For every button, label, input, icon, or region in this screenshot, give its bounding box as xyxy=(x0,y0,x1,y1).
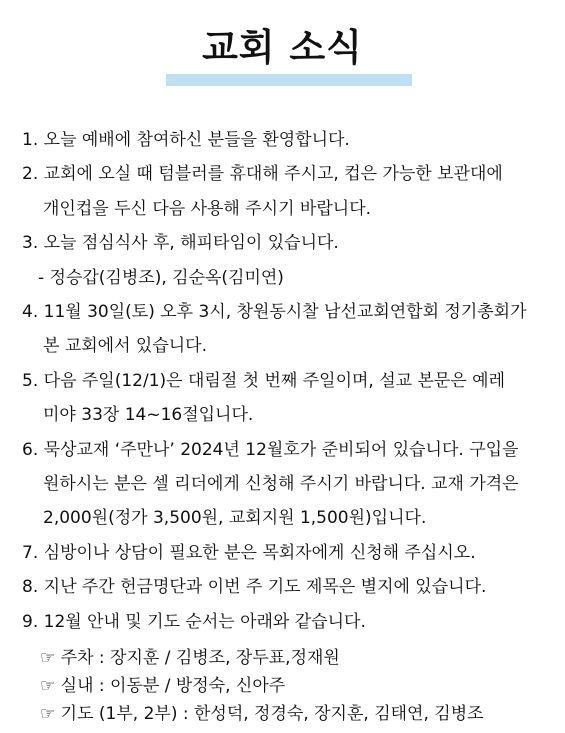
item-number: 4. xyxy=(22,302,39,322)
item-text: 오늘 점심식사 후, 해피타임이 있습니다. xyxy=(43,233,339,254)
item-text: 교회에 오실 때 텀블러를 휴대해 주시고, 컵은 가능한 보관대에 xyxy=(43,164,503,185)
item-number: 9. xyxy=(22,611,39,632)
news-item-8 xyxy=(22,569,486,605)
news-item-6-continuation-2 xyxy=(43,500,426,536)
item-number: 6. xyxy=(22,439,39,460)
news-item-5-continuation xyxy=(43,397,253,433)
item-text: 지난 주간 헌금명단과 이번 주 기도 제목은 별지에 있습니다. xyxy=(43,577,487,598)
item-text: 다음 주일(12/1)은 대림절 첫 번째 주일이며, 설교 본문은 예레 xyxy=(43,370,505,391)
schedule-prayer xyxy=(40,696,484,732)
item-text: 개인컵을 두신 다음 사용해 주시기 바랍니다. xyxy=(43,198,372,219)
pointing-hand-icon: ☞ xyxy=(40,648,56,668)
schedule-text: 주차 : 장지훈 / 김병조, 장두표,정재원 xyxy=(60,648,340,668)
item-number: 5. xyxy=(22,370,39,391)
item-number: 1. xyxy=(22,130,39,150)
item-text: 원하시는 분은 셀 리더에게 신청해 주시기 바랍니다. 교재 가격은 xyxy=(43,474,519,494)
news-item-9 xyxy=(22,604,366,640)
item-text: 묵상교재 ‘주만나’ 2024년 12월호가 준비되어 있습니다. 구입을 xyxy=(43,439,519,460)
item-text: 미야 33장 14~16절입니다. xyxy=(43,405,254,426)
news-item-2 xyxy=(22,156,503,192)
item-text: 오늘 예배에 참여하신 분들을 환영합니다. xyxy=(43,130,350,150)
news-item-6-continuation-1 xyxy=(43,466,519,502)
schedule-text: 기도 (1부, 2부) : 한성덕, 정경숙, 장지훈, 김태연, 김병조 xyxy=(60,704,484,724)
news-item-5 xyxy=(22,363,505,399)
news-item-4-continuation xyxy=(43,328,207,364)
item-number: 7. xyxy=(22,542,39,563)
item-text: 본 교회에서 있습니다. xyxy=(43,336,208,357)
news-item-3 xyxy=(22,225,339,261)
item-number: 8. xyxy=(22,577,39,598)
item-text: 심방이나 상담이 필요한 분은 목회자에게 신청해 주십시오. xyxy=(43,542,476,563)
news-item-2-continuation xyxy=(43,191,371,227)
schedule-text: 실내 : 이동분 / 방정숙, 신아주 xyxy=(60,676,286,696)
item-text: 2,000원(정가 3,500원, 교회지원 1,500원)입니다. xyxy=(43,508,427,529)
pointing-hand-icon: ☞ xyxy=(40,676,56,696)
item-text: - 정승갑(김병조), 김순옥(김미연) xyxy=(38,267,284,288)
pointing-hand-icon: ☞ xyxy=(40,704,61,724)
news-item-7 xyxy=(22,535,476,571)
news-item-6 xyxy=(22,432,518,468)
page-title: 교회 소식 xyxy=(202,26,363,69)
news-item-3-detail xyxy=(38,260,284,296)
item-number: 2. xyxy=(22,164,39,185)
news-item-4 xyxy=(22,294,527,330)
item-text: 11월 30일(토) 오후 3시, 창원동시찰 남선교회연합회 정기총회가 xyxy=(43,302,527,322)
item-number: 3. xyxy=(22,233,39,254)
item-text: 12월 안내 및 기도 순서는 아래와 같습니다. xyxy=(43,611,366,632)
title-highlight-bar xyxy=(166,74,412,86)
news-item-1 xyxy=(22,122,350,158)
